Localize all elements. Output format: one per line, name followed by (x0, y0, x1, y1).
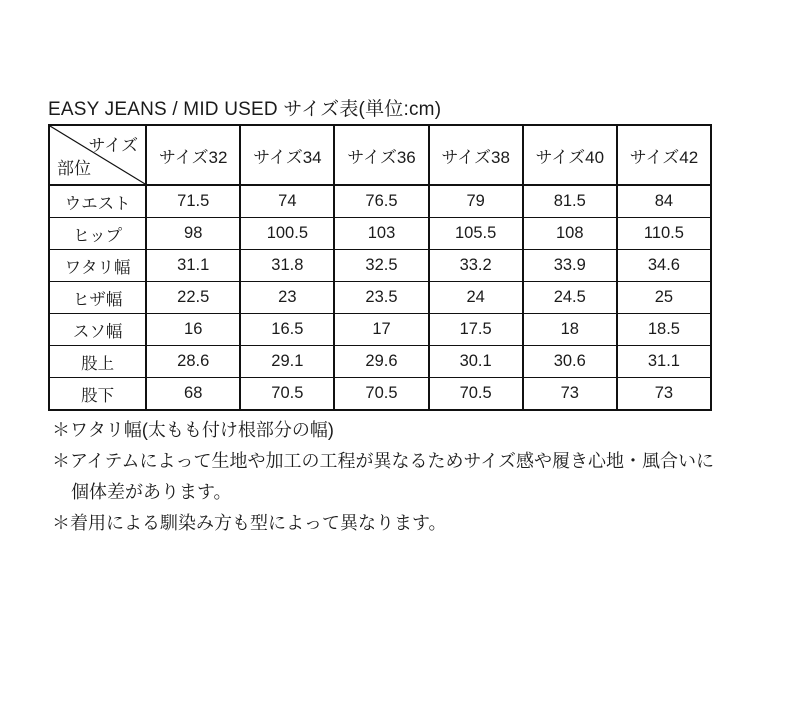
size-value-cell: 16.5 (240, 314, 334, 346)
column-header: サイズ34 (240, 125, 334, 185)
size-value-cell: 81.5 (523, 185, 617, 218)
corner-label-part: 部位 (57, 159, 91, 178)
row-label: 股上 (49, 346, 146, 378)
size-value-cell: 31.1 (617, 346, 711, 378)
size-value-cell: 22.5 (146, 282, 240, 314)
size-value-cell: 17.5 (429, 314, 523, 346)
size-value-cell: 18.5 (617, 314, 711, 346)
size-value-cell: 34.6 (617, 250, 711, 282)
size-value-cell: 100.5 (240, 218, 334, 250)
size-value-cell: 84 (617, 185, 711, 218)
size-value-cell: 23 (240, 282, 334, 314)
size-value-cell: 71.5 (146, 185, 240, 218)
size-value-cell: 110.5 (617, 218, 711, 250)
size-value-cell: 98 (146, 218, 240, 250)
size-value-cell: 74 (240, 185, 334, 218)
footnote-wear: ＊着用による馴染み方も型によって異なります。 (52, 513, 447, 533)
size-value-cell: 70.5 (429, 378, 523, 411)
size-value-cell: 33.9 (523, 250, 617, 282)
size-value-cell: 76.5 (334, 185, 428, 218)
row-label: ワタリ幅 (49, 250, 146, 282)
size-value-cell: 70.5 (240, 378, 334, 411)
size-value-cell: 18 (523, 314, 617, 346)
size-value-cell: 16 (146, 314, 240, 346)
size-table (48, 124, 712, 411)
page-title: EASY JEANS / MID USED サイズ表(単位:cm) (48, 99, 442, 120)
column-header: サイズ36 (334, 125, 428, 185)
table-row-rise (49, 346, 711, 378)
size-value-cell: 105.5 (429, 218, 523, 250)
size-value-cell: 31.8 (240, 250, 334, 282)
size-value-cell: 73 (617, 378, 711, 411)
column-header: サイズ38 (429, 125, 523, 185)
row-label: ウエスト (49, 185, 146, 218)
size-value-cell: 79 (429, 185, 523, 218)
size-value-cell: 33.2 (429, 250, 523, 282)
size-value-cell: 70.5 (334, 378, 428, 411)
footnote-watari: ＊ワタリ幅(太もも付け根部分の幅) (52, 420, 334, 440)
size-value-cell: 17 (334, 314, 428, 346)
size-value-cell: 31.1 (146, 250, 240, 282)
table-row-knee (49, 282, 711, 314)
size-value-cell: 30.1 (429, 346, 523, 378)
footnote-item-variation-cont: 個体差があります。 (71, 482, 232, 502)
corner-header-cell (49, 125, 146, 185)
row-label: ヒザ幅 (49, 282, 146, 314)
column-header: サイズ42 (617, 125, 711, 185)
size-value-cell: 108 (523, 218, 617, 250)
size-value-cell: 73 (523, 378, 617, 411)
table-row-inseam (49, 378, 711, 411)
size-value-cell: 28.6 (146, 346, 240, 378)
size-value-cell: 29.6 (334, 346, 428, 378)
size-value-cell: 103 (334, 218, 428, 250)
footnote-item-variation: ＊アイテムによって生地や加工の工程が異なるためサイズ感や履き心地・風合いに (52, 451, 715, 471)
row-label: 股下 (49, 378, 146, 411)
size-value-cell: 23.5 (334, 282, 428, 314)
header-row (49, 125, 711, 185)
column-header: サイズ32 (146, 125, 240, 185)
size-value-cell: 25 (617, 282, 711, 314)
size-value-cell: 24.5 (523, 282, 617, 314)
footnotes (52, 415, 714, 539)
table-row-hem (49, 314, 711, 346)
column-header: サイズ40 (523, 125, 617, 185)
table-row-waist (49, 185, 711, 218)
table-row-hip (49, 218, 711, 250)
row-label: スソ幅 (49, 314, 146, 346)
table-row-thigh (49, 250, 711, 282)
row-label: ヒップ (49, 218, 146, 250)
size-value-cell: 68 (146, 378, 240, 411)
corner-label-size: サイズ (88, 136, 139, 155)
size-value-cell: 30.6 (523, 346, 617, 378)
size-value-cell: 24 (429, 282, 523, 314)
size-value-cell: 32.5 (334, 250, 428, 282)
size-value-cell: 29.1 (240, 346, 334, 378)
